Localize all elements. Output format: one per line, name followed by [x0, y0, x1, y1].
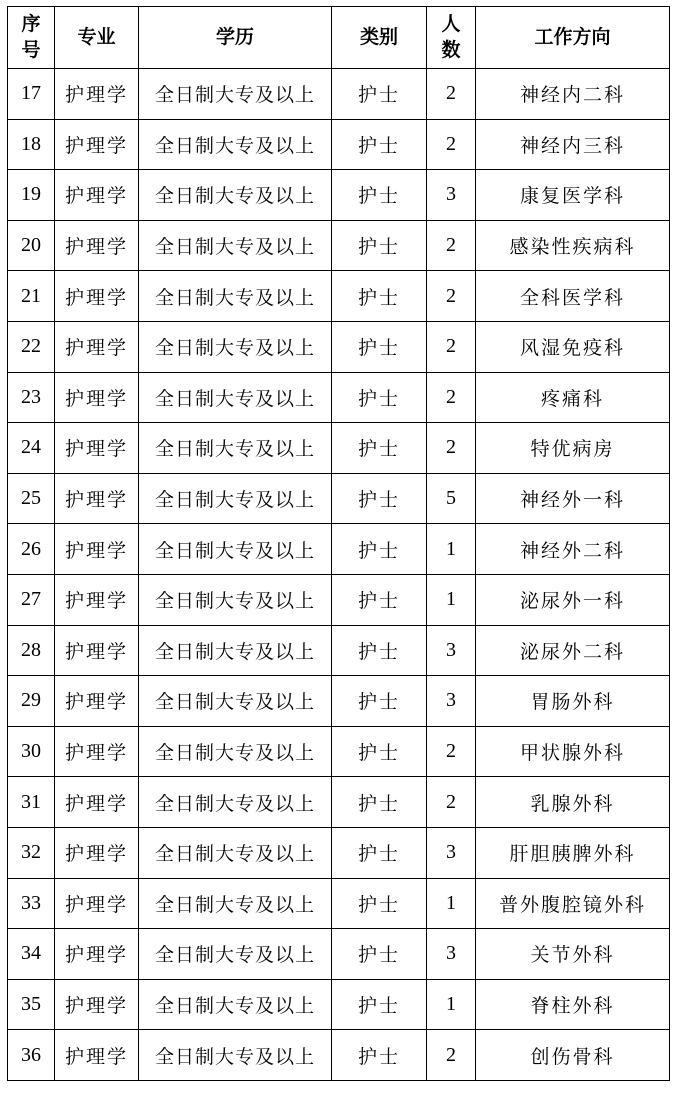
- cell-major: 护理学: [55, 878, 139, 929]
- cell-count: 2: [427, 119, 476, 170]
- cell-count: 2: [427, 321, 476, 372]
- cell-direction: 神经外一科: [476, 473, 670, 524]
- cell-direction: 全科医学科: [476, 271, 670, 322]
- cell-major: 护理学: [55, 473, 139, 524]
- cell-seq: 30: [8, 726, 55, 777]
- cell-education: 全日制大专及以上: [139, 625, 332, 676]
- header-row: [8, 7, 670, 69]
- cell-major: 护理学: [55, 372, 139, 423]
- cell-direction: 特优病房: [476, 423, 670, 474]
- cell-direction: 普外腹腔镜外科: [476, 878, 670, 929]
- cell-seq: 26: [8, 524, 55, 575]
- cell-education: 全日制大专及以上: [139, 777, 332, 828]
- table-row: [8, 119, 670, 170]
- cell-direction: 神经外二科: [476, 524, 670, 575]
- table-body: [8, 69, 670, 1081]
- cell-education: 全日制大专及以上: [139, 321, 332, 372]
- cell-education: 全日制大专及以上: [139, 524, 332, 575]
- table-row: [8, 574, 670, 625]
- cell-count: 1: [427, 878, 476, 929]
- cell-category: 护士: [332, 119, 427, 170]
- cell-major: 护理学: [55, 321, 139, 372]
- cell-major: 护理学: [55, 271, 139, 322]
- cell-seq: 35: [8, 979, 55, 1030]
- cell-category: 护士: [332, 524, 427, 575]
- cell-seq: 18: [8, 119, 55, 170]
- cell-count: 3: [427, 929, 476, 980]
- cell-category: 护士: [332, 726, 427, 777]
- table-row: [8, 726, 670, 777]
- header-seq: [8, 7, 55, 69]
- cell-count: 2: [427, 726, 476, 777]
- cell-count: 3: [427, 170, 476, 221]
- cell-major: 护理学: [55, 1030, 139, 1081]
- header-count-line2: 数: [441, 38, 461, 61]
- cell-direction: 疼痛科: [476, 372, 670, 423]
- cell-count: 2: [427, 271, 476, 322]
- cell-seq: 32: [8, 827, 55, 878]
- cell-major: 护理学: [55, 676, 139, 727]
- cell-count: 3: [427, 676, 476, 727]
- cell-major: 护理学: [55, 170, 139, 221]
- cell-education: 全日制大专及以上: [139, 676, 332, 727]
- cell-education: 全日制大专及以上: [139, 827, 332, 878]
- recruitment-table-container: [7, 6, 669, 1081]
- recruitment-table: [7, 6, 670, 1081]
- cell-count: 1: [427, 979, 476, 1030]
- cell-major: 护理学: [55, 524, 139, 575]
- header-direction: 工作方向: [476, 7, 670, 69]
- cell-direction: 创伤骨科: [476, 1030, 670, 1081]
- cell-category: 护士: [332, 676, 427, 727]
- cell-education: 全日制大专及以上: [139, 69, 332, 120]
- table-row: [8, 929, 670, 980]
- cell-direction: 甲状腺外科: [476, 726, 670, 777]
- cell-education: 全日制大专及以上: [139, 119, 332, 170]
- cell-seq: 22: [8, 321, 55, 372]
- cell-direction: 感染性疾病科: [476, 220, 670, 271]
- cell-seq: 25: [8, 473, 55, 524]
- table-row: [8, 372, 670, 423]
- table-row: [8, 69, 670, 120]
- cell-category: 护士: [332, 220, 427, 271]
- cell-direction: 风湿免疫科: [476, 321, 670, 372]
- cell-education: 全日制大专及以上: [139, 170, 332, 221]
- table-row: [8, 170, 670, 221]
- header-category: 类别: [332, 7, 427, 69]
- table-row: [8, 1030, 670, 1081]
- cell-seq: 28: [8, 625, 55, 676]
- cell-seq: 29: [8, 676, 55, 727]
- table-row: [8, 777, 670, 828]
- cell-seq: 23: [8, 372, 55, 423]
- cell-direction: 神经内二科: [476, 69, 670, 120]
- cell-direction: 乳腺外科: [476, 777, 670, 828]
- cell-education: 全日制大专及以上: [139, 979, 332, 1030]
- cell-education: 全日制大专及以上: [139, 878, 332, 929]
- cell-education: 全日制大专及以上: [139, 929, 332, 980]
- cell-seq: 21: [8, 271, 55, 322]
- cell-count: 2: [427, 69, 476, 120]
- header-seq-line1: 序: [21, 12, 41, 35]
- table-row: [8, 321, 670, 372]
- cell-count: 2: [427, 423, 476, 474]
- cell-count: 2: [427, 372, 476, 423]
- cell-major: 护理学: [55, 929, 139, 980]
- table-row: [8, 524, 670, 575]
- cell-major: 护理学: [55, 220, 139, 271]
- table-row: [8, 271, 670, 322]
- cell-seq: 36: [8, 1030, 55, 1081]
- cell-seq: 24: [8, 423, 55, 474]
- cell-direction: 关节外科: [476, 929, 670, 980]
- table-row: [8, 979, 670, 1030]
- cell-major: 护理学: [55, 827, 139, 878]
- cell-category: 护士: [332, 625, 427, 676]
- cell-direction: 泌尿外二科: [476, 625, 670, 676]
- cell-direction: 神经内三科: [476, 119, 670, 170]
- table-row: [8, 827, 670, 878]
- header-count-line1: 人: [441, 12, 461, 35]
- cell-count: 1: [427, 574, 476, 625]
- cell-category: 护士: [332, 777, 427, 828]
- table-row: [8, 220, 670, 271]
- cell-education: 全日制大专及以上: [139, 220, 332, 271]
- cell-category: 护士: [332, 929, 427, 980]
- cell-category: 护士: [332, 321, 427, 372]
- table-row: [8, 676, 670, 727]
- cell-major: 护理学: [55, 423, 139, 474]
- cell-seq: 31: [8, 777, 55, 828]
- header-major: 专业: [55, 7, 139, 69]
- table-row: [8, 625, 670, 676]
- table-row: [8, 423, 670, 474]
- cell-education: 全日制大专及以上: [139, 473, 332, 524]
- cell-category: 护士: [332, 473, 427, 524]
- cell-direction: 脊柱外科: [476, 979, 670, 1030]
- cell-count: 2: [427, 777, 476, 828]
- cell-seq: 20: [8, 220, 55, 271]
- cell-education: 全日制大专及以上: [139, 726, 332, 777]
- cell-direction: 胃肠外科: [476, 676, 670, 727]
- cell-education: 全日制大专及以上: [139, 1030, 332, 1081]
- cell-count: 1: [427, 524, 476, 575]
- cell-category: 护士: [332, 372, 427, 423]
- cell-count: 2: [427, 1030, 476, 1081]
- cell-category: 护士: [332, 170, 427, 221]
- cell-count: 3: [427, 827, 476, 878]
- cell-major: 护理学: [55, 726, 139, 777]
- table-row: [8, 878, 670, 929]
- cell-education: 全日制大专及以上: [139, 271, 332, 322]
- cell-category: 护士: [332, 979, 427, 1030]
- cell-count: 5: [427, 473, 476, 524]
- cell-count: 2: [427, 220, 476, 271]
- cell-seq: 27: [8, 574, 55, 625]
- cell-category: 护士: [332, 574, 427, 625]
- cell-seq: 34: [8, 929, 55, 980]
- cell-seq: 19: [8, 170, 55, 221]
- cell-education: 全日制大专及以上: [139, 574, 332, 625]
- cell-education: 全日制大专及以上: [139, 372, 332, 423]
- header-seq-line2: 号: [21, 38, 41, 61]
- cell-major: 护理学: [55, 574, 139, 625]
- cell-major: 护理学: [55, 69, 139, 120]
- cell-major: 护理学: [55, 979, 139, 1030]
- cell-direction: 泌尿外一科: [476, 574, 670, 625]
- cell-education: 全日制大专及以上: [139, 423, 332, 474]
- cell-seq: 33: [8, 878, 55, 929]
- cell-seq: 17: [8, 69, 55, 120]
- cell-major: 护理学: [55, 777, 139, 828]
- header-education: 学历: [139, 7, 332, 69]
- cell-major: 护理学: [55, 625, 139, 676]
- cell-category: 护士: [332, 69, 427, 120]
- cell-category: 护士: [332, 878, 427, 929]
- cell-category: 护士: [332, 827, 427, 878]
- cell-category: 护士: [332, 423, 427, 474]
- table-row: [8, 473, 670, 524]
- cell-category: 护士: [332, 1030, 427, 1081]
- cell-direction: 康复医学科: [476, 170, 670, 221]
- cell-direction: 肝胆胰脾外科: [476, 827, 670, 878]
- cell-category: 护士: [332, 271, 427, 322]
- header-count: [427, 7, 476, 69]
- cell-major: 护理学: [55, 119, 139, 170]
- cell-count: 3: [427, 625, 476, 676]
